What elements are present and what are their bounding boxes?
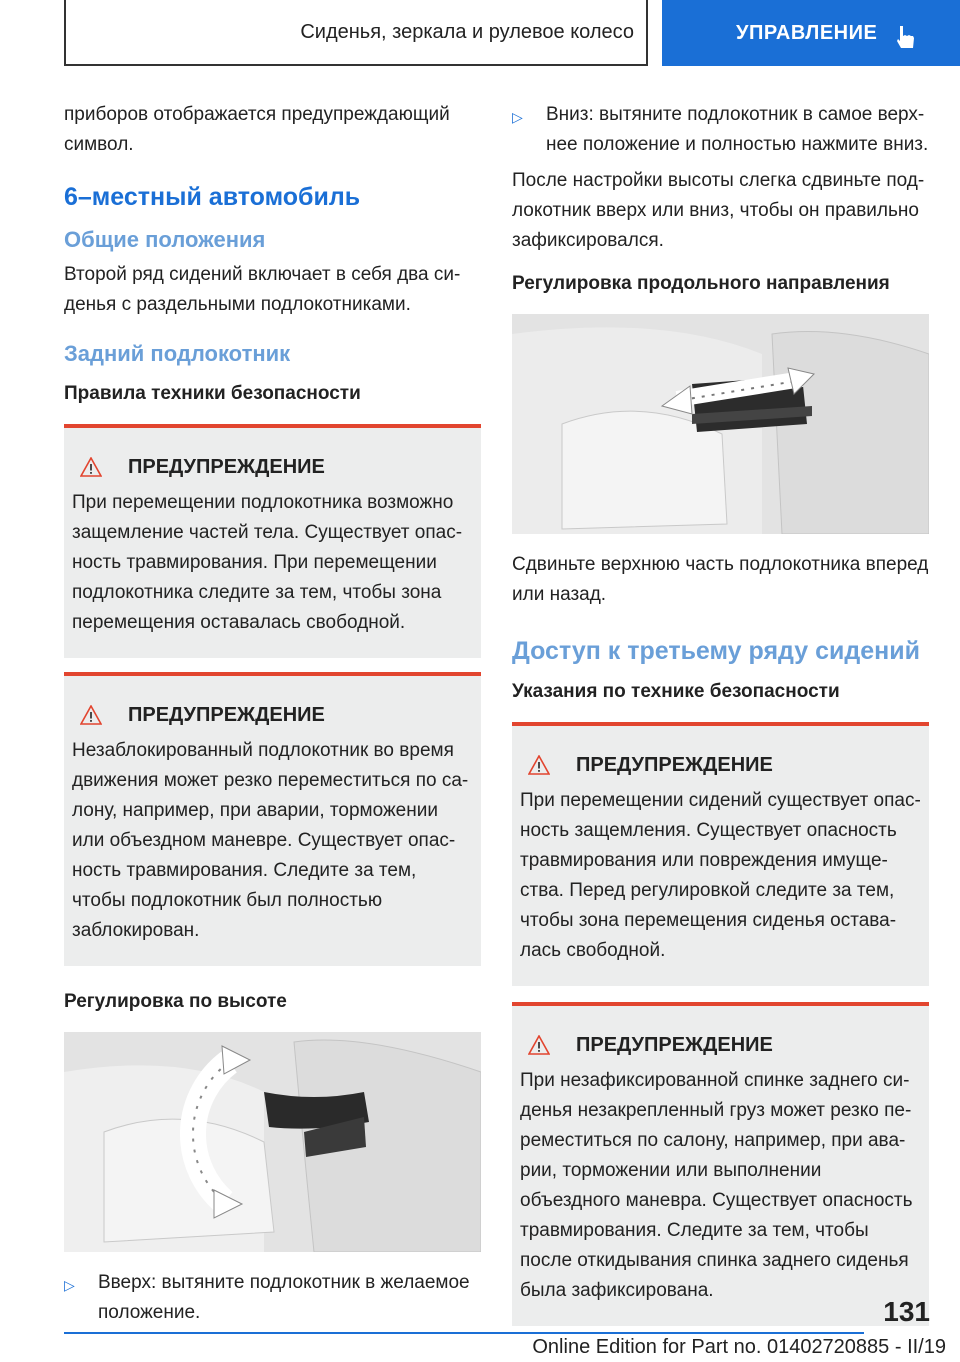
warning-box <box>64 424 481 658</box>
warning-title <box>528 1030 921 1060</box>
warning-title-text: ПРЕДУПРЕЖДЕНИЕ <box>128 703 325 726</box>
general-text: Второй ряд сидений включает в себя два сиденья с раздельными подлокотниками. <box>64 264 461 315</box>
illustration-caption: Сдвиньте верхнюю часть подлокотника вперед или назад. <box>512 554 929 605</box>
footer-divider <box>64 1332 864 1334</box>
warning-triangle-icon <box>80 705 102 725</box>
left-column <box>64 100 481 1328</box>
chapter-title-text: УПРАВЛЕНИЕ <box>736 21 878 44</box>
heading-safety-notes: Указания по технике безопасности <box>512 681 840 702</box>
bullet-down-text: Вниз: вытяните подлокотник в самое верхнее положение и полностью нажмите вниз. <box>546 104 929 155</box>
warning-triangle-icon <box>528 755 550 775</box>
bullet-triangle-icon: ▷ <box>512 109 523 125</box>
warning-title <box>528 750 921 780</box>
list-item <box>64 1268 481 1328</box>
heading-general: Общие положения <box>64 227 266 252</box>
armrest-longitudinal-illustration <box>512 314 929 534</box>
warning-title <box>80 700 473 730</box>
footer-edition: Online Edition for Part no. 01402720885 - II/19 <box>532 1336 946 1358</box>
warning-title-text: ПРЕДУПРЕЖДЕНИЕ <box>128 455 325 478</box>
heading-third-row: Доступ к третьему ряду сидений <box>512 637 920 665</box>
bullet-up-text: Вверх: вытяните подлокотник в желаемое положение. <box>98 1272 470 1323</box>
heading-longitudinal-adjust: Регулировка продольного направления <box>512 273 890 294</box>
warning-triangle-icon <box>528 1035 550 1055</box>
heading-safety-rules: Правила техники безопасности <box>64 383 361 404</box>
page-number: 131 <box>883 1296 930 1327</box>
warning-text: При перемещении сидений существует опасность защемления. Существует опасность травмирования или повреждения имущества. Перед регулировкой следите за тем, чтобы зона перемещения сиденья оставалась свободной. <box>520 790 921 961</box>
bullet-triangle-icon: ▷ <box>64 1277 75 1293</box>
header-chapter-tab <box>662 0 960 66</box>
warning-title-text: ПРЕДУПРЕЖДЕНИЕ <box>576 1033 773 1056</box>
warning-text: Незаблокированный подлокотник во время движения может резко переместиться по салону, например, при аварии, торможении или объездном маневре. Существует опасность травмирования. Следите за тем, чтобы подлокотник был полностью заблокирован. <box>72 740 469 941</box>
heading-six-seat: 6–местный автомобиль <box>64 183 361 211</box>
heading-height-adjust: Регулировка по высоте <box>64 991 287 1012</box>
warning-box <box>512 1002 929 1326</box>
section-title-text: Сиденья, зеркала и рулевое колесо <box>300 20 634 43</box>
warning-title-text: ПРЕДУПРЕЖДЕНИЕ <box>576 753 773 776</box>
warning-triangle-icon <box>80 457 102 477</box>
list-item <box>512 100 929 160</box>
armrest-height-illustration <box>64 1032 481 1252</box>
after-adjust-text: После настройки высоты слегка сдвиньте подлокотник вверх или вниз, чтобы он правильно зафиксировался. <box>512 170 925 251</box>
hand-pointer-icon <box>892 24 918 50</box>
warning-text: При перемещении подлокотника возможно защемление частей тела. Существует опасность травмирования. При перемещении подлокотника следите за тем, чтобы зона перемещения оставалась свободной. <box>72 492 463 633</box>
warning-box <box>64 672 481 966</box>
right-column <box>512 100 929 1340</box>
warning-text: При незафиксированной спинке заднего сиденья незакрепленный груз может резко переместиться по салону, например, при аварии, торможении или выполнении объездного маневра. Существует опасность травмирования. Следите за тем, чтобы после откидывания спинка заднего сиденья была зафиксирована. <box>520 1070 913 1301</box>
header-section-title <box>64 0 648 66</box>
intro-text: приборов отображается предупреждающий символ. <box>64 104 450 155</box>
heading-rear-armrest: Задний подлокотник <box>64 341 291 366</box>
warning-box <box>512 722 929 986</box>
warning-title <box>80 452 473 482</box>
